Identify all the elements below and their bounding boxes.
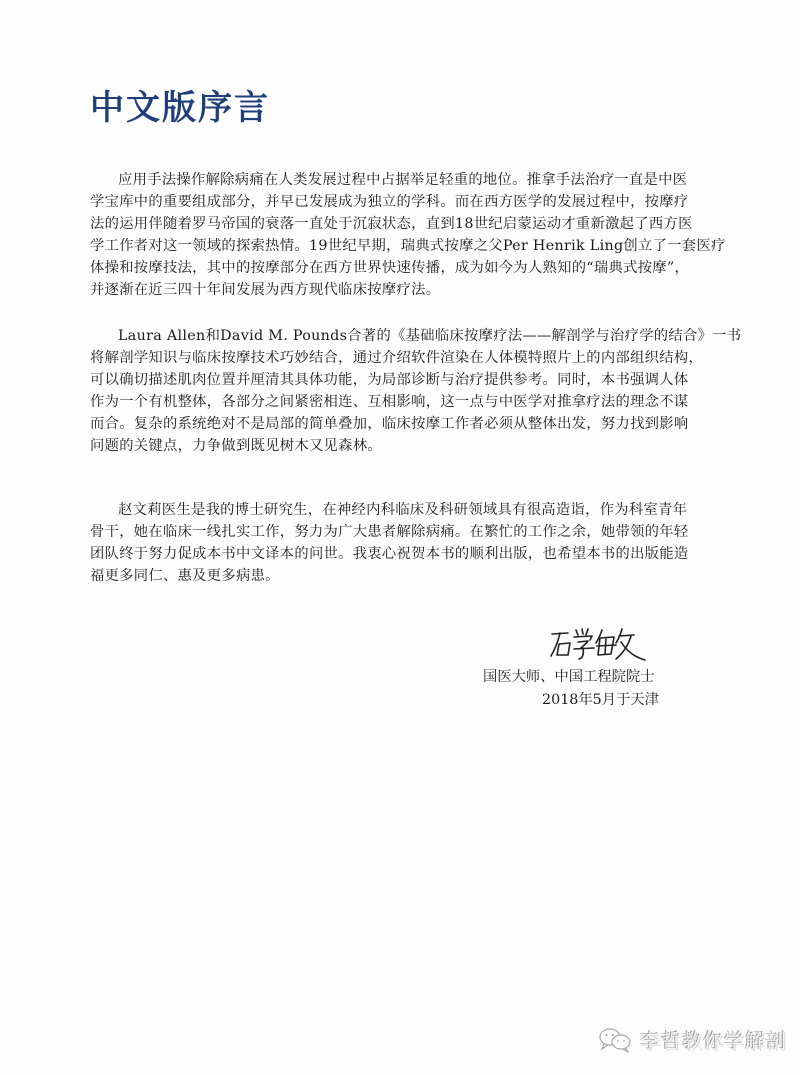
wechat-watermark	[598, 1025, 787, 1054]
paragraph-line: 体操和按摩技法，其中的按摩部分在西方世界快速传播，成为如今为人熟知的“瑞典式按摩”，	[90, 260, 690, 276]
author-title: 国医大师、中国工程院院士	[483, 669, 655, 685]
paragraph-line: Laura Allen和David M. Pounds合著的《基础临床按摩疗法——解剖学与治疗学的结合》一书	[118, 328, 742, 344]
paragraph-line: 问题的关键点，力争做到既见树木又见森林。	[90, 438, 382, 454]
paragraph-line: 学工作者对这一领域的探索热情。19世纪早期，瑞典式按摩之父Per Henrik Ling创立了一套医疗	[90, 238, 726, 254]
handwritten-signature	[548, 624, 648, 664]
paragraph-3	[90, 499, 710, 587]
paragraph-1	[90, 169, 726, 301]
wechat-icon	[598, 1027, 632, 1053]
paragraph-line: 而合。复杂的系统绝对不是局部的简单叠加，临床按摩工作者必须从整体出发，努力找到影响	[90, 416, 689, 432]
paragraph-line: 应用手法操作解除病痛在人类发展过程中占据举足轻重的地位。推拿手法治疗一直是中医	[118, 172, 688, 188]
page-title: 中文版序言	[90, 88, 270, 128]
paragraph-line: 赵文莉医生是我的博士研究生，在神经内科临床及科研领域具有很高造诣，作为科室青年	[118, 502, 688, 518]
paragraph-line: 并逐渐在近三四十年间发展为西方现代临床按摩疗法。	[90, 282, 441, 298]
paragraph-line: 团队终于努力促成本书中文译本的问世。我衷心祝贺本书的顺利出版，也希望本书的出版能造	[90, 546, 689, 562]
paragraph-line: 将解剖学知识与临床按摩技术巧妙结合，通过介绍软件渲染在人体模特照片上的内部组织结构，	[90, 350, 704, 366]
paragraph-line: 法的运用伴随着罗马帝国的衰落一直处于沉寂状态，直到18世纪启蒙运动才重新激起了西方医	[90, 216, 693, 232]
paragraph-line: 福更多同仁、惠及更多病患。	[90, 568, 280, 584]
paragraph-line: 作为一个有机整体，各部分之间紧密相连、互相影响，这一点与中医学对推拿疗法的理念不谋	[90, 394, 689, 410]
paragraph-line: 可以确切描述肌肉位置并厘清其具体功能，为局部诊断与治疗提供参考。同时，本书强调人体	[90, 372, 689, 388]
paragraph-line: 骨干，她在临床一线扎实工作，努力为广大患者解除病痛。在繁忙的工作之余，她带领的年轻	[90, 524, 689, 540]
paragraph-line: 学宝库中的重要组成部分，并早已发展成为独立的学科。而在西方医学的发展过程中，按摩疗	[90, 194, 689, 210]
paragraph-2	[90, 325, 742, 457]
date-place: 2018年5月于天津	[542, 692, 659, 708]
watermark-text: 李哲教你学解剖	[640, 1029, 787, 1053]
